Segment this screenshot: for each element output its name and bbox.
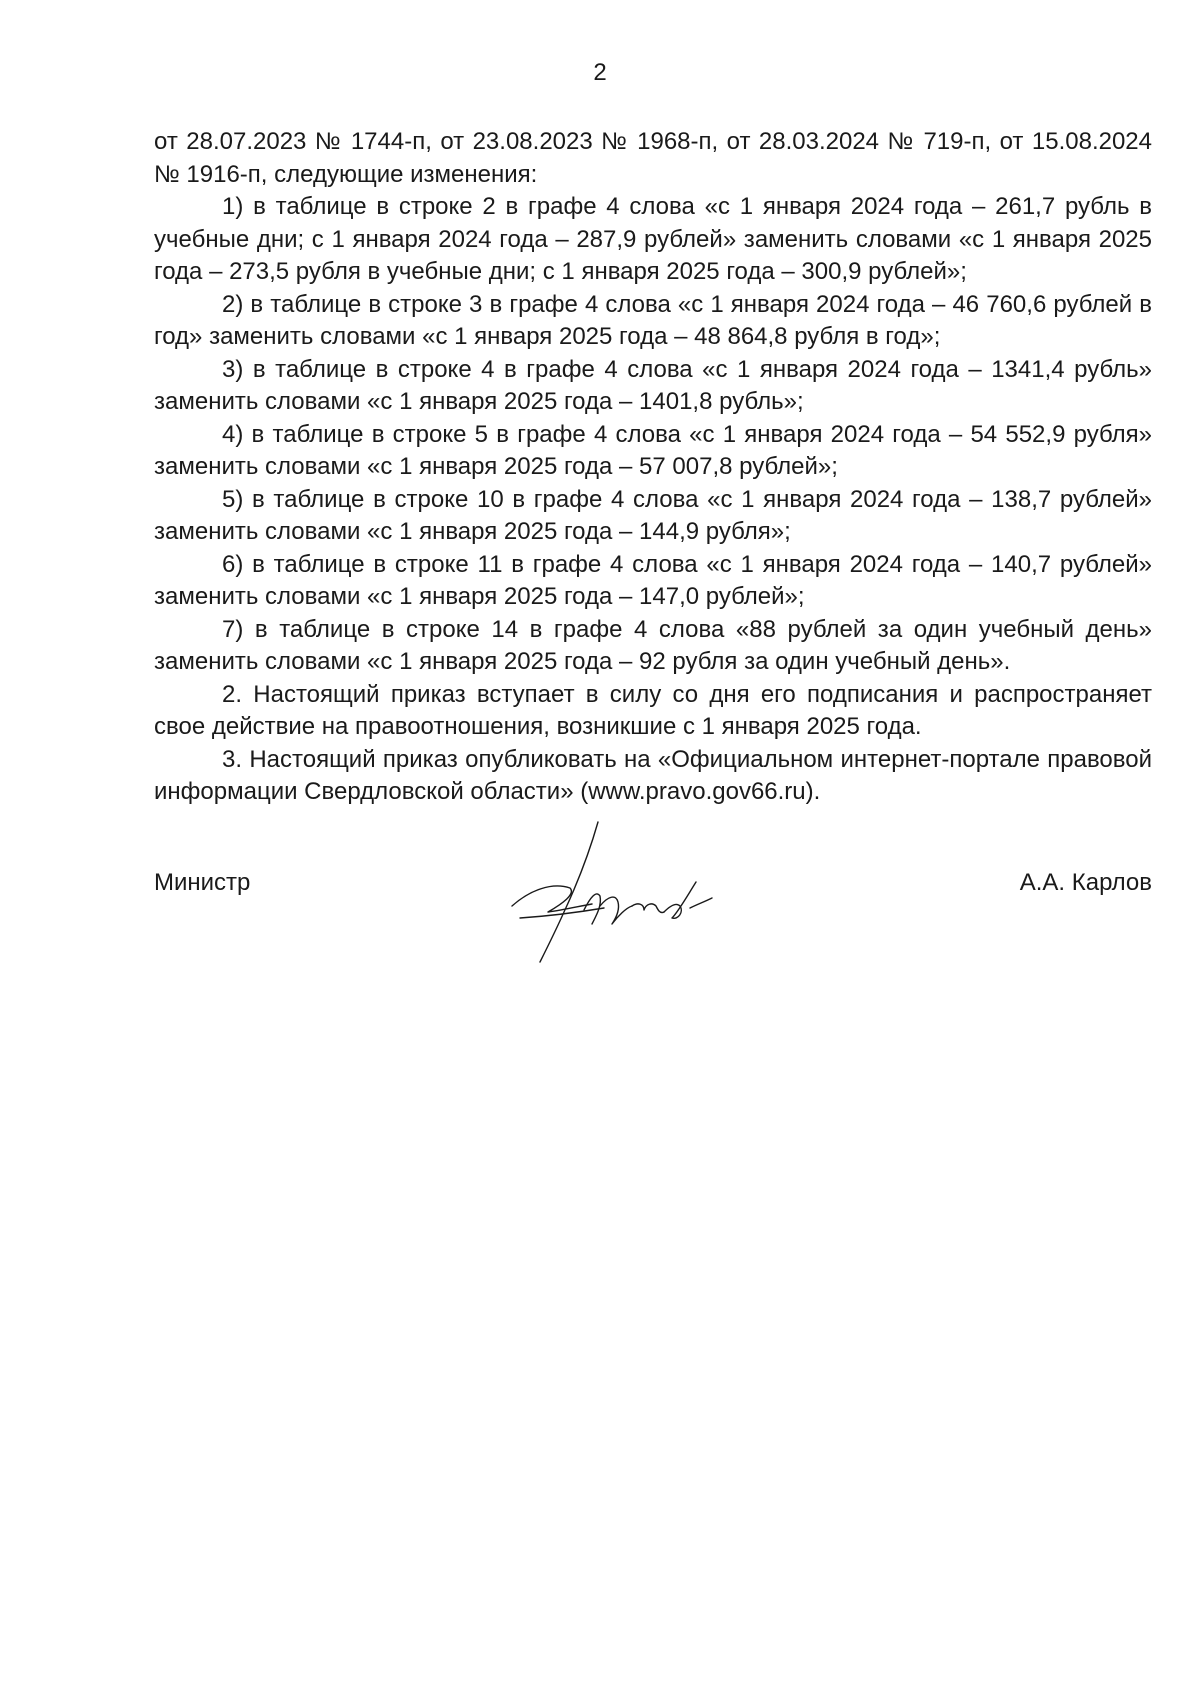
- signatory-name: А.А. Карлов: [1019, 869, 1152, 896]
- paragraph-item-1: 1) в таблице в строке 2 в графе 4 слова «с 1 января 2024 года – 261,7 рубль в учебные дни; с 1 января 2024 года – 287,9 рублей» заменить словами «с 1 января 2025 года – 273,5 рубля в учебные дни; с 1 января 2025 года – 300,9 рублей»;: [154, 193, 1152, 285]
- paragraph-item-5: 5) в таблице в строке 10 в графе 4 слова «с 1 января 2024 года – 138,7 рублей» заменить словами «с 1 января 2025 года – 144,9 рубля»;: [154, 485, 1152, 545]
- paragraph-continuation: от 28.07.2023 № 1744-п, от 23.08.2023 № 1968-п, от 28.03.2024 № 719-п, от 15.08.2024 № 1916-п, следующие изменения:: [154, 128, 1152, 188]
- paragraph-item-6: 6) в таблице в строке 11 в графе 4 слова «с 1 января 2024 года – 140,7 рублей» заменить словами «с 1 января 2025 года – 147,0 рублей»;: [154, 550, 1152, 610]
- paragraph-item-2: 2) в таблице в строке 3 в графе 4 слова «с 1 января 2024 года – 46 760,6 рублей в год» заменить словами «с 1 января 2025 года – 48 864,8 рубля в год»;: [154, 290, 1152, 350]
- page-number: 2: [593, 59, 607, 86]
- signatory-title: Министр: [154, 869, 251, 896]
- paragraph-item-3: 3) в таблице в строке 4 в графе 4 слова «с 1 января 2024 года – 1341,4 рубль» заменить словами «с 1 января 2025 года – 1401,8 рубль»;: [154, 355, 1152, 415]
- paragraph-clause-2: 2. Настоящий приказ вступает в силу со дня его подписания и распространяет свое действие на правоотношения, возникшие с 1 января 2025 года.: [154, 680, 1152, 740]
- handwritten-signature: [500, 820, 740, 980]
- paragraph-item-4: 4) в таблице в строке 5 в графе 4 слова «с 1 января 2024 года – 54 552,9 рубля» заменить словами «с 1 января 2025 года – 57 007,8 рублей»;: [154, 420, 1152, 480]
- paragraph-clause-3: 3. Настоящий приказ опубликовать на «Официальном интернет-портале правовой информации Свердловской области» (www.pravo.gov66.ru).: [154, 745, 1152, 805]
- paragraph-item-7: 7) в таблице в строке 14 в графе 4 слова «88 рублей за один учебный день» заменить словами «с 1 января 2025 года – 92 рубля за один учебный день».: [154, 615, 1152, 675]
- document-body: [154, 126, 1152, 809]
